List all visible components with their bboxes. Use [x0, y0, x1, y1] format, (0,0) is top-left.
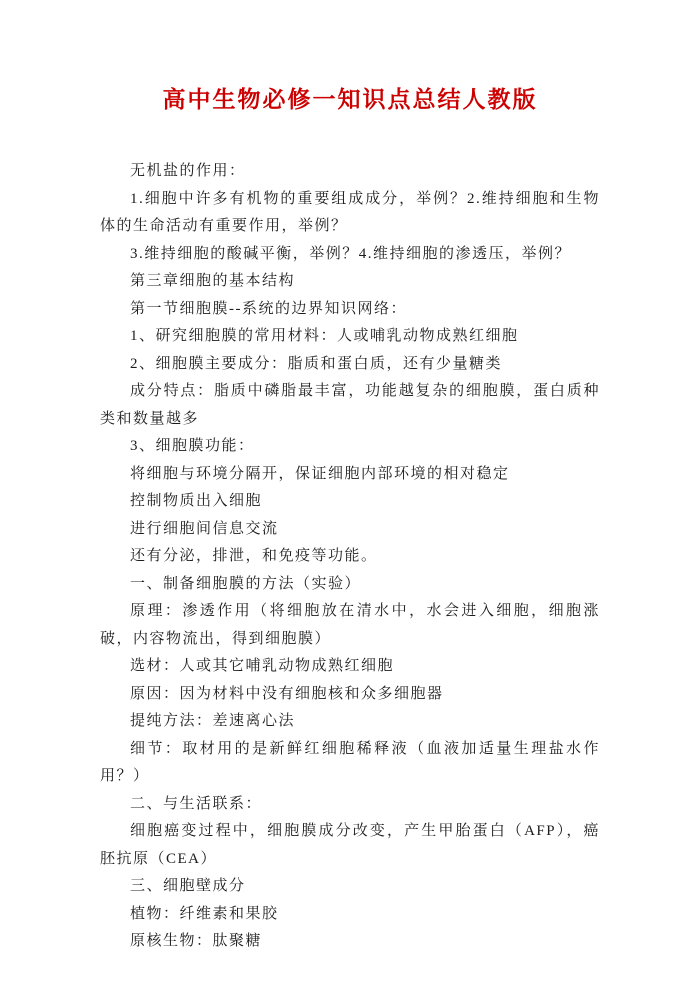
- paragraph: 进行细胞间信息交流: [130, 520, 279, 537]
- paragraph: 无机盐的作用：: [130, 163, 246, 179]
- paragraph: 一、制备细胞膜的方法（实验）: [130, 575, 362, 592]
- paragraph: 三、细胞壁成分: [130, 878, 246, 894]
- paragraph: 第三章细胞的基本结构: [130, 273, 296, 289]
- paragraph: 原核生物：肽聚糖: [130, 933, 263, 949]
- paragraph: 提纯方法：差速离心法: [130, 713, 296, 729]
- paragraph: 成分特点：脂质中磷脂最丰富，功能越复杂的细胞膜，蛋白质种类和数量越多: [100, 383, 600, 427]
- paragraph: 控制物质出入细胞: [130, 493, 263, 509]
- paragraph: 原因：因为材料中没有细胞核和众多细胞器: [130, 685, 444, 702]
- paragraph: 3.维持细胞的酸碱平衡，举例？4.维持细胞的渗透压，举例？: [130, 245, 572, 262]
- paragraph: 细胞癌变过程中，细胞膜成分改变，产生甲胎蛋白（AFP），癌胚抗原（CEA）: [100, 823, 600, 867]
- document-body: [100, 158, 600, 956]
- paragraph: 原理：渗透作用（将细胞放在清水中，水会进入细胞，细胞涨破，内容物流出，得到细胞膜）: [100, 603, 600, 647]
- paragraph: 植物：纤维素和果胶: [130, 905, 279, 922]
- paragraph: 3、细胞膜功能：: [130, 438, 255, 454]
- paragraph: 2、细胞膜主要成分：脂质和蛋白质，还有少量糖类: [130, 355, 503, 372]
- paragraph: 第一节细胞膜--系统的边界知识网络：: [130, 300, 407, 317]
- paragraph: 1、研究细胞膜的常用材料：人或哺乳动物成熟红细胞: [130, 328, 519, 344]
- paragraph: 将细胞与环境分隔开，保证细胞内部环境的相对稳定: [130, 465, 510, 482]
- page-title: 高中生物必修一知识点总结人教版: [162, 87, 538, 112]
- paragraph: 细节：取材用的是新鲜红细胞稀释液（血液加适量生理盐水作用？）: [100, 740, 600, 784]
- paragraph: 选材：人或其它哺乳动物成熟红细胞: [130, 658, 395, 674]
- paragraph: 还有分泌，排泄，和免疫等功能。: [130, 548, 378, 564]
- paragraph: 二、与生活联系：: [130, 795, 263, 812]
- paragraph: 1.细胞中许多有机物的重要组成成分，举例？2.维持细胞和生物体的生命活动有重要作用，举例？: [100, 190, 600, 234]
